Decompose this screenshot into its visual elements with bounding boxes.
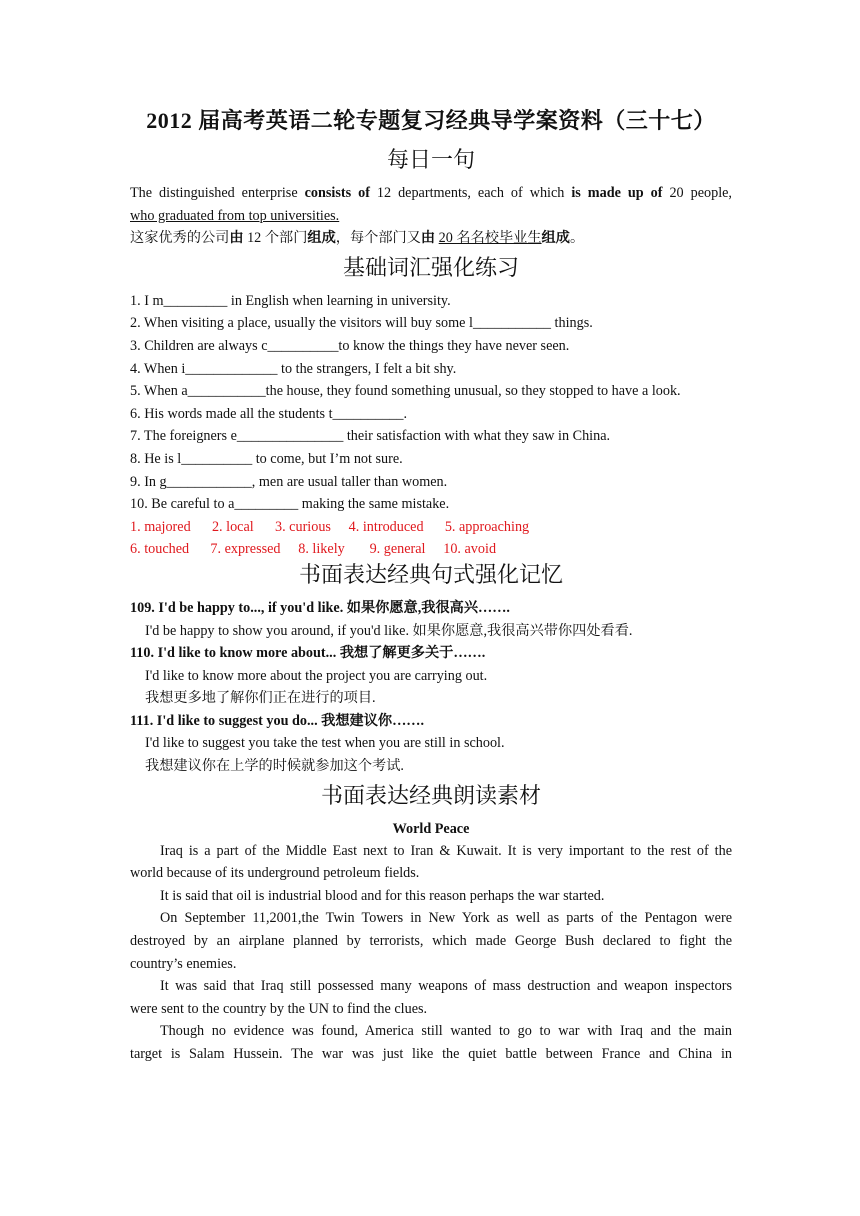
essay-line: world because of its underground petroleum fields. (130, 865, 420, 882)
vocab-item: 3. Children are always c__________to know the things they have never seen. (130, 337, 570, 354)
pattern-head: 111. I'd like to suggest you do... 我想建议你……. (130, 712, 425, 729)
pattern-example: I'd like to know more about the project you are carrying out. (145, 667, 488, 684)
vocab-item: 4. When i_____________ to the strangers, I felt a bit shy. (130, 360, 457, 377)
vocab-answers-line1: 1. majored 2. local 3. curious 4. introduced 5. approaching (130, 518, 530, 535)
underlined-phrase: who graduated from top universities. (130, 207, 340, 224)
essay-line: It is said that oil is industrial blood and for this reason perhaps the war started. (160, 887, 605, 904)
pattern-example-translation: 我想更多地了解你们正在进行的项目. (145, 690, 376, 707)
document-content (130, 106, 732, 1066)
vocab-item: 6. His words made all the students t__________. (130, 405, 408, 422)
essay-body (130, 840, 732, 1066)
daily-sentence-english-line2 (130, 205, 732, 228)
daily-sentence-chinese (130, 227, 732, 250)
vocab-item: 7. The foreigners e_______________ their satisfaction with what they saw in China. (130, 428, 611, 445)
document-title: 2012 届高考英语二轮专题复习经典导学案资料（三十七） (146, 108, 716, 133)
essay-line: were sent to the country by the UN to find the clues. (130, 1000, 428, 1017)
essay-line: On September 11,2001,the Twin Towers in New York as well as parts of the Pentagon were (160, 910, 732, 927)
sentence-pattern-109 (130, 597, 732, 642)
vocab-item: 10. Be careful to a_________ making the same mistake. (130, 496, 450, 513)
essay-title: World Peace (392, 820, 470, 837)
pattern-example-translation: 我想建议你在上学的时候就参加这个考试. (145, 758, 404, 775)
text-run: 这家优秀的公司 (130, 230, 230, 247)
sentence-pattern-110 (130, 642, 732, 710)
bold-word: 组成 (541, 230, 570, 247)
vocab-item: 5. When a___________the house, they found something unusual, so they stopped to have a look. (130, 383, 681, 400)
bold-word: 由 (420, 230, 436, 247)
essay-line: Iraq is a part of the Middle East next to Iran & Kuwait. It is very important to the rest of the (160, 842, 732, 859)
sentence-patterns-heading: 书面表达经典句式强化记忆 (298, 562, 563, 588)
pattern-example: I'd like to suggest you take the test when you are still in school. (145, 735, 505, 752)
daily-sentence-heading: 每日一句 (386, 148, 475, 173)
text-run: 20 people, (662, 185, 732, 201)
underlined-phrase: 20 名名校毕业生 (438, 230, 542, 247)
sentence-pattern-111 (130, 710, 732, 778)
bold-word: 由 (229, 230, 244, 247)
essay-line: target is Salam Hussein. The war was just like the quiet battle between France and China in (130, 1046, 732, 1062)
vocab-item: 2. When visiting a place, usually the visitors will buy some l___________ things. (130, 315, 593, 332)
text-run: The distinguished enterprise (130, 185, 305, 201)
text-run: 12 个部门 (243, 230, 308, 247)
pattern-head: 110. I'd like to know more about... 我想了解更多关于……. (130, 645, 486, 662)
vocab-answers-line2: 6. touched 7. expressed 8. likely 9. general 10. avoid (130, 541, 497, 558)
vocab-item: 1. I m_________ in English when learning in university. (130, 292, 451, 309)
pattern-head: 109. I'd be happy to..., if you'd like. 如果你愿意,我很高兴……. (130, 599, 510, 616)
bold-word: 组成 (307, 230, 336, 247)
vocab-item: 8. He is l__________ to come, but I’m not sure. (130, 450, 403, 467)
text-run: 12 departments, each of which (369, 185, 572, 201)
bold-phrase-consists-of: consists of (304, 185, 370, 201)
vocab-exercise-list (130, 290, 732, 516)
vocab-item: 9. In g____________, men are usual taller than women. (130, 473, 448, 490)
bold-phrase-is-made-up-of: is made up of (571, 185, 663, 201)
essay-line: Though no evidence was found, America still wanted to go to war with Iraq and the main (160, 1023, 732, 1040)
essay-line: It was said that Iraq still possessed many weapons of mass destruction and weapon inspectors (160, 978, 732, 995)
essay-line: destroyed by an airplane planned by terrorists, which made George Bush declared to fight the (130, 933, 732, 950)
pattern-example: I'd be happy to show you around, if you'd like. 如果你愿意,我很高兴带你四处看看. (145, 622, 633, 639)
daily-sentence-english-line1 (130, 182, 732, 205)
reading-material-heading: 书面表达经典朗读素材 (320, 783, 541, 809)
text-run: ，每个部门又 (335, 230, 421, 247)
essay-line: country’s enemies. (130, 955, 237, 972)
text-run: 。 (569, 230, 585, 247)
vocab-practice-heading: 基础词汇强化练习 (342, 255, 519, 281)
